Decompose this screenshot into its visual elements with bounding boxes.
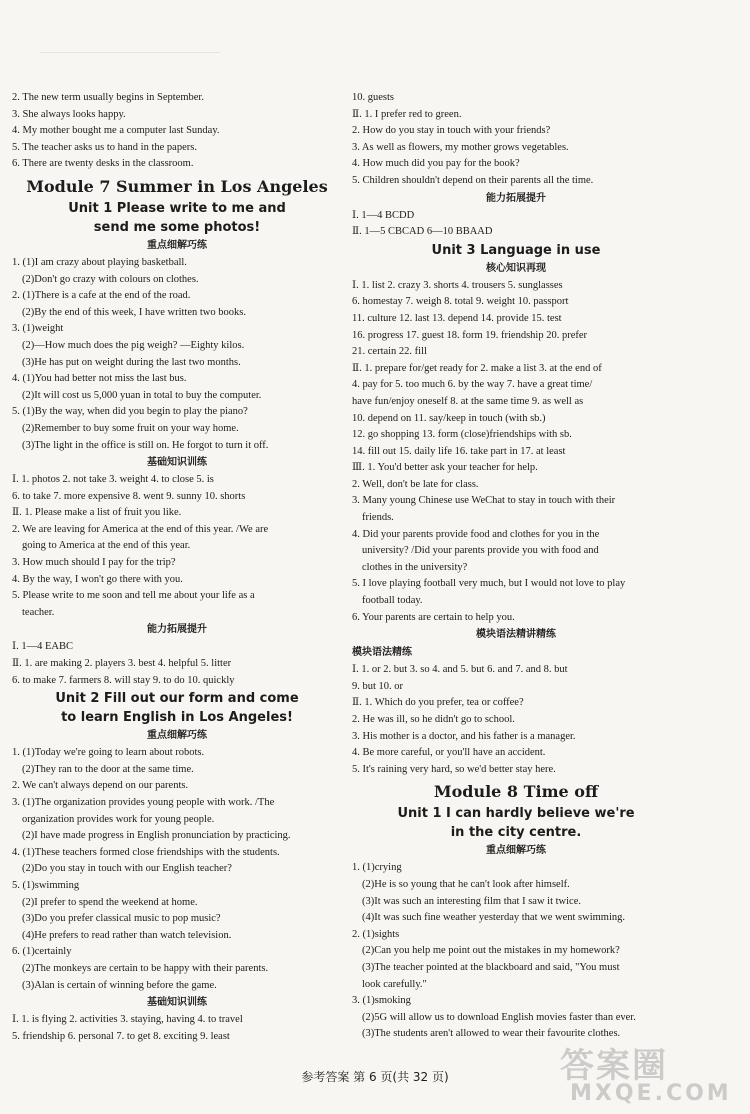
answer-line: 1. (1)Today we're going to learn about robots.: [12, 747, 205, 759]
answer-line: Ⅲ. 1. You'd better ask your teacher for help.: [352, 462, 538, 474]
answer-line: 6. to make 7. farmers 8. will stay 9. to do 10. quickly: [12, 674, 235, 686]
answer-line: Ⅰ. 1—4 EABC: [12, 641, 74, 653]
answer-line: 1. (1)crying: [352, 862, 402, 874]
answer-line-indented: (2)The monkeys are certain to be happy with their parents.: [22, 962, 269, 974]
answer-line-indented: teacher.: [22, 606, 55, 618]
answer-line: 9. but 10. or: [352, 680, 404, 692]
answer-line: 6. to take 7. more expensive 8. went 9. sunny 10. shorts: [12, 490, 246, 502]
answer-line-indented: (4)He prefers to read rather than watch television.: [22, 929, 232, 941]
answer-line: 5. Children shouldn't depend on their parents all the time.: [352, 174, 594, 186]
answer-line: 10. depend on 11. say/keep in touch (with sb.): [352, 412, 546, 424]
unit-heading: to learn English in Los Angeles!: [61, 710, 293, 726]
answer-line: Ⅰ. 1. list 2. crazy 3. shorts 4. trousers 5. sunglasses: [352, 279, 563, 291]
answer-line: 2. We can't always depend on our parents.: [12, 780, 189, 792]
answer-line: 5. Please write to me soon and tell me about your life as a: [12, 590, 255, 602]
answer-line-indented: friends.: [362, 512, 394, 524]
section-heading: 基础知识训练: [147, 997, 207, 1009]
answer-line: 4. (1)You had better not miss the last bus.: [12, 373, 187, 385]
answer-line-indented: (3)He has put on weight during the last two months.: [22, 356, 241, 368]
answer-line: 5. (1)By the way, when did you begin to play the piano?: [12, 406, 248, 418]
answer-line: 10. guests: [352, 92, 394, 103]
right-column: [352, 90, 680, 1043]
answer-line-indented: (4)It was such fine weather yesterday that we went swimming.: [362, 912, 626, 924]
answer-line: 14. fill out 15. daily life 16. take part in 17. at least: [352, 445, 566, 457]
module-heading: Module 8 Time off: [433, 782, 599, 802]
answer-line: 4. How much did you pay for the book?: [352, 158, 520, 170]
answer-line-indented: (3)Do you prefer classical music to pop music?: [22, 913, 221, 925]
answer-line: 3. (1)smoking: [352, 995, 411, 1007]
header-rule: [40, 52, 220, 53]
answer-line-indented: going to America at the end of this year.: [22, 540, 191, 552]
answer-line-indented: (2)Can you help me point out the mistakes in my homework?: [362, 945, 620, 957]
page-footer: 参考答案 第 6 页(共 32 页): [301, 1070, 449, 1084]
answer-line-indented: (3)The students aren't allowed to wear their favourite clothes.: [362, 1028, 621, 1040]
answer-line: 2. How do you stay in touch with your friends?: [352, 125, 551, 137]
unit-heading: Unit 1 Please write to me and: [68, 200, 286, 216]
answer-line-indented: (2)By the end of this week, I have written two books.: [22, 306, 246, 318]
answer-line: Ⅱ. 1. prepare for/get ready for 2. make a list 3. at the end of: [352, 362, 602, 374]
answer-line: 6. There are twenty desks in the classroom.: [12, 158, 194, 170]
answer-line: Ⅱ. 1. I prefer red to green.: [352, 108, 462, 120]
answer-line: 4. Be more careful, or you'll have an accident.: [352, 747, 546, 759]
answer-line-indented: (3)The light in the office is still on. He forgot to turn it off.: [22, 439, 269, 451]
unit-heading: Unit 2 Fill out our form and come: [55, 691, 299, 707]
answer-line: Ⅰ. 1—4 BCDD: [352, 209, 415, 221]
section-heading: 核心知识再现: [486, 262, 546, 274]
answer-line-indented: university? /Did your parents provide you with food and: [362, 545, 599, 557]
left-column: [12, 90, 342, 1045]
answer-line-indented: (2)—How much does the pig weigh? —Eighty kilos.: [22, 339, 245, 351]
answer-line-indented: (3)Alan is certain of winning before the game.: [22, 979, 217, 991]
unit-heading: send me some photos!: [93, 219, 261, 235]
section-heading: 能力拓展提升: [486, 192, 546, 204]
section-heading: 模块语法精练: [352, 647, 412, 659]
answer-line-indented: (2)They ran to the door at the same time.: [22, 763, 194, 775]
answer-line-indented: (2)I have made progress in English pronunciation by practicing.: [22, 830, 291, 842]
answer-line-indented: (2)I prefer to spend the weekend at home.: [22, 896, 198, 908]
answer-line: 6. Your parents are certain to help you.: [352, 611, 515, 623]
answer-line: 5. It's raining very hard, so we'd better stay here.: [352, 763, 556, 775]
answer-line: 1. (1)I am crazy about playing basketball.: [12, 256, 187, 268]
answer-line: 6. homestay 7. weigh 8. total 9. weight 10. passport: [352, 296, 569, 308]
section-heading: 重点细解巧练: [147, 730, 207, 742]
answer-line: 2. He was ill, so he didn't go to school.: [352, 714, 515, 725]
watermark-url: MXQE.COM: [570, 1081, 732, 1106]
answer-line: 2. (1)There is a cafe at the end of the road.: [12, 290, 191, 302]
unit-heading: Unit 3 Language in use: [431, 242, 601, 258]
answer-line: 2. We are leaving for America at the end of this year. /We are: [12, 523, 269, 535]
answer-line: 5. friendship 6. personal 7. to get 8. exciting 9. least: [12, 1030, 230, 1042]
answer-line: 2. Well, don't be late for class.: [352, 478, 479, 490]
answer-line: Ⅱ. 1. are making 2. players 3. best 4. helpful 5. litter: [12, 658, 232, 670]
answer-line: 5. The teacher asks us to hand in the papers.: [12, 141, 197, 153]
answer-line-indented: look carefully.": [362, 978, 427, 990]
answer-line-indented: (2)He is so young that he can't look after himself.: [362, 878, 570, 890]
section-heading: 模块语法精讲精练: [476, 629, 556, 641]
answer-line-indented: (2)5G will allow us to download English movies faster than ever.: [362, 1011, 636, 1023]
answer-line: 21. certain 22. fill: [352, 346, 427, 358]
answer-line-indented: (3)The teacher pointed at the blackboard and said, "You must: [362, 961, 620, 973]
answer-line-indented: (2)Don't go crazy with colours on clothes.: [22, 273, 199, 285]
answer-line: 3. (1)The organization provides young people with work. /The: [12, 797, 275, 808]
answer-line: 3. As well as flowers, my mother grows vegetables.: [352, 141, 569, 153]
answer-line: 4. My mother bought me a computer last Sunday.: [12, 125, 220, 137]
answer-line: 4. By the way, I won't go there with you.: [12, 573, 183, 585]
answer-line: 2. (1)sights: [352, 928, 400, 940]
answer-line: 3. She always looks happy.: [12, 108, 126, 120]
unit-heading: in the city centre.: [450, 825, 582, 841]
answer-line-indented: (2)Do you stay in touch with our English teacher?: [22, 863, 232, 875]
answer-line: 3. How much should I pay for the trip?: [12, 557, 176, 569]
section-heading: 基础知识训练: [147, 457, 207, 469]
answer-line: Ⅱ. 1—5 CBCAD 6—10 BBAAD: [352, 226, 493, 238]
unit-heading: Unit 1 I can hardly believe we're: [397, 806, 635, 822]
answer-line: 5. (1)swimming: [12, 879, 80, 891]
answer-line: 3. His mother is a doctor, and his father is a manager.: [352, 730, 576, 742]
section-heading: 能力拓展提升: [147, 624, 207, 636]
answer-line: 5. I love playing football very much, but I would not love to play: [352, 578, 626, 590]
answer-line-indented: organization provides work for young people.: [22, 813, 215, 825]
answer-line: 4. pay for 5. too much 6. by the way 7. have a great time/: [352, 379, 593, 391]
answer-line: Ⅱ. 1. Which do you prefer, tea or coffee?: [352, 697, 524, 709]
section-heading: 重点细解巧练: [147, 239, 207, 251]
answer-line: Ⅰ. 1. photos 2. not take 3. weight 4. to close 5. is: [12, 474, 214, 486]
answer-line: have fun/enjoy oneself 8. at the same time 9. as well as: [352, 395, 584, 407]
watermark-logo: [560, 1038, 732, 1106]
answer-line: Ⅱ. 1. Please make a list of fruit you like.: [12, 507, 182, 519]
answer-line-indented: football today.: [362, 595, 423, 607]
answer-line: 12. go shopping 13. form (close)friendships with sb.: [352, 429, 572, 441]
answer-line: Ⅰ. 1. or 2. but 3. so 4. and 5. but 6. and 7. and 8. but: [352, 664, 568, 676]
answer-line: 4. Did your parents provide food and clothes for you in the: [352, 528, 600, 540]
answer-line: 3. (1)weight: [12, 323, 64, 335]
answer-line: 4. (1)These teachers formed close friendships with the students.: [12, 846, 280, 858]
answer-line: Ⅰ. 1. is flying 2. activities 3. staying, having 4. to travel: [12, 1014, 243, 1026]
answer-line: 16. progress 17. guest 18. form 19. friendship 20. prefer: [352, 329, 588, 341]
watermark-text: 答案圈: [560, 1046, 668, 1086]
section-heading: 重点细解巧练: [486, 845, 546, 857]
answer-line-indented: (3)It was such an interesting film that I saw it twice.: [362, 895, 581, 907]
answer-line-indented: clothes in the university?: [362, 561, 468, 573]
module-heading: Module 7 Summer in Los Angeles: [26, 176, 328, 196]
answer-line: 11. culture 12. last 13. depend 14. provide 15. test: [352, 312, 562, 324]
answer-line-indented: (2)It will cost us 5,000 yuan in total to buy the computer.: [22, 389, 262, 401]
answer-line: 6. (1)certainly: [12, 946, 72, 958]
answer-line-indented: (2)Remember to buy some fruit on your way home.: [22, 422, 239, 434]
answer-line: 3. Many young Chinese use WeChat to stay in touch with their: [352, 495, 616, 507]
answer-line: 2. The new term usually begins in September.: [12, 92, 204, 103]
